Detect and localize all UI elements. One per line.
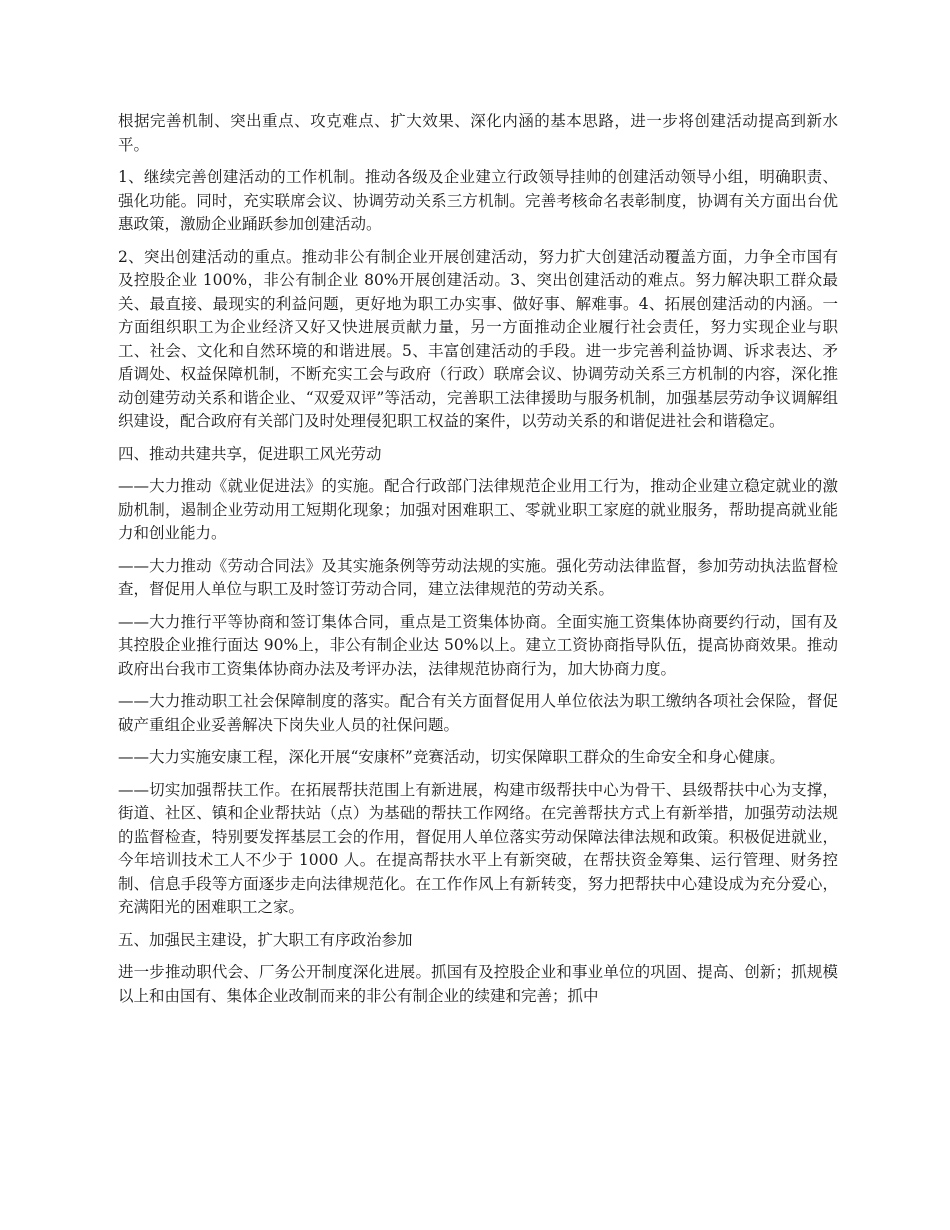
section-heading-5: 五、加强民主建设，扩大职工有序政治参加: [118, 930, 413, 949]
paragraph-item-1: 1、继续完善创建活动的工作机制。推动各级及企业建立行政领导挂帅的创建活动领导小组，明确职责、强化功能。同时，充实联席会议、协调劳动关系三方机制。完善考核命名表彰制度，协调有关方面出台优惠政策，激励企业踊跃参加创建活动。: [118, 168, 838, 233]
document-body: [118, 110, 838, 1017]
paragraph-democracy: 进一步推动职代会、厂务公开制度深化进展。抓国有及控股企业和事业单位的巩固、提高、创新；抓规模以上和由国有、集体企业改制而来的非公有制企业的续建和完善；抓中: [118, 963, 838, 1005]
paragraph-assistance: ——切实加强帮扶工作。在拓展帮扶范围上有新进展，构建市级帮扶中心为骨干、县级帮扶中心为支撑，街道、社区、镇和企业帮扶站（点）为基础的帮扶工作网络。在完善帮扶方式上有新举措，加强劳动法规的监督检查，特别要发挥基层工会的作用，督促用人单位落实劳动保障法律法规和政策。积极促进就业，今年培训技术工人不少于 1000 人。在提高帮扶水平上有新突破，在帮扶资金筹集、运行管理、财务控制、信息手段等方面逐步走向法律规范化。在工作作风上有新转变，努力把帮扶中心建设成为充分爱心，充满阳光的困难职工之家。: [118, 780, 838, 916]
section-heading-4: 四、推动共建共享，促进职工风光劳动: [118, 444, 382, 463]
paragraph-labor-contract: ——大力推动《劳动合同法》及其实施条例等劳动法规的实施。强化劳动法律监督，参加劳动执法监督检查，督促用人单位与职工及时签订劳动合同，建立法律规范的劳动关系。: [118, 556, 838, 598]
paragraph-social-security: ——大力推动职工社会保障制度的落实。配合有关方面督促用人单位依法为职工缴纳各项社会保险，督促破产重组企业妥善解决下岗失业人员的社保问题。: [118, 692, 838, 734]
paragraph-intro: 根据完善机制、突出重点、攻克难点、扩大效果、深化内涵的基本思路，进一步将创建活动提高到新水平。: [118, 112, 838, 154]
paragraph-item-2-5: 2、突出创建活动的重点。推动非公有制企业开展创建活动，努力扩大创建活动覆盖方面，力争全市国有及控股企业 100%，非公有制企业 80%开展创建活动。3、突出创建活动的难点。努力解决职工群众最关、最直接、最现实的利益问题，更好地为职工办实事、做好事、解难事。4、拓展创建活动的内涵。一方面组织职工为企业经济又好又快进展贡献力量，另一方面推动企业履行社会责任，努力实现企业与职工、社会、文化和自然环境的和谐进展。5、丰富创建活动的手段。进一步完善利益协调、诉求表达、矛盾调处、权益保障机制，不断充实工会与政府（行政）联席会议、协调劳动关系三方机制的内容，深化推动创建劳动关系和谐企业、“双爱双评”等活动，完善职工法律援助与服务机制，加强基层劳动争议调解组织建设，配合政府有关部门及时处理侵犯职工权益的案件，以劳动关系的和谐促进社会和谐稳定。: [118, 247, 838, 430]
paragraph-safety: ——大力实施安康工程，深化开展“安康杯”竞赛活动，切实保障职工群众的生命安全和身心健康。: [118, 748, 785, 766]
paragraph-collective-bargaining: ——大力推行平等协商和签订集体合同，重点是工资集体协商。全面实施工资集体协商要约行动，国有及其控股企业推行面达 90%上，非公有制企业达 50%以上。建立工资协商指导队伍，提高协商效果。推动政府出台我市工资集体协商办法及考评办法，法律规范协商行为，加大协商力度。: [118, 612, 838, 678]
paragraph-employment: ——大力推动《就业促进法》的实施。配合行政部门法律规范企业用工行为，推动企业建立稳定就业的激励机制，遏制企业劳动用工短期化现象；加强对困难职工、零就业职工家庭的就业服务，帮助提高就业能力和创业能力。: [118, 477, 838, 542]
